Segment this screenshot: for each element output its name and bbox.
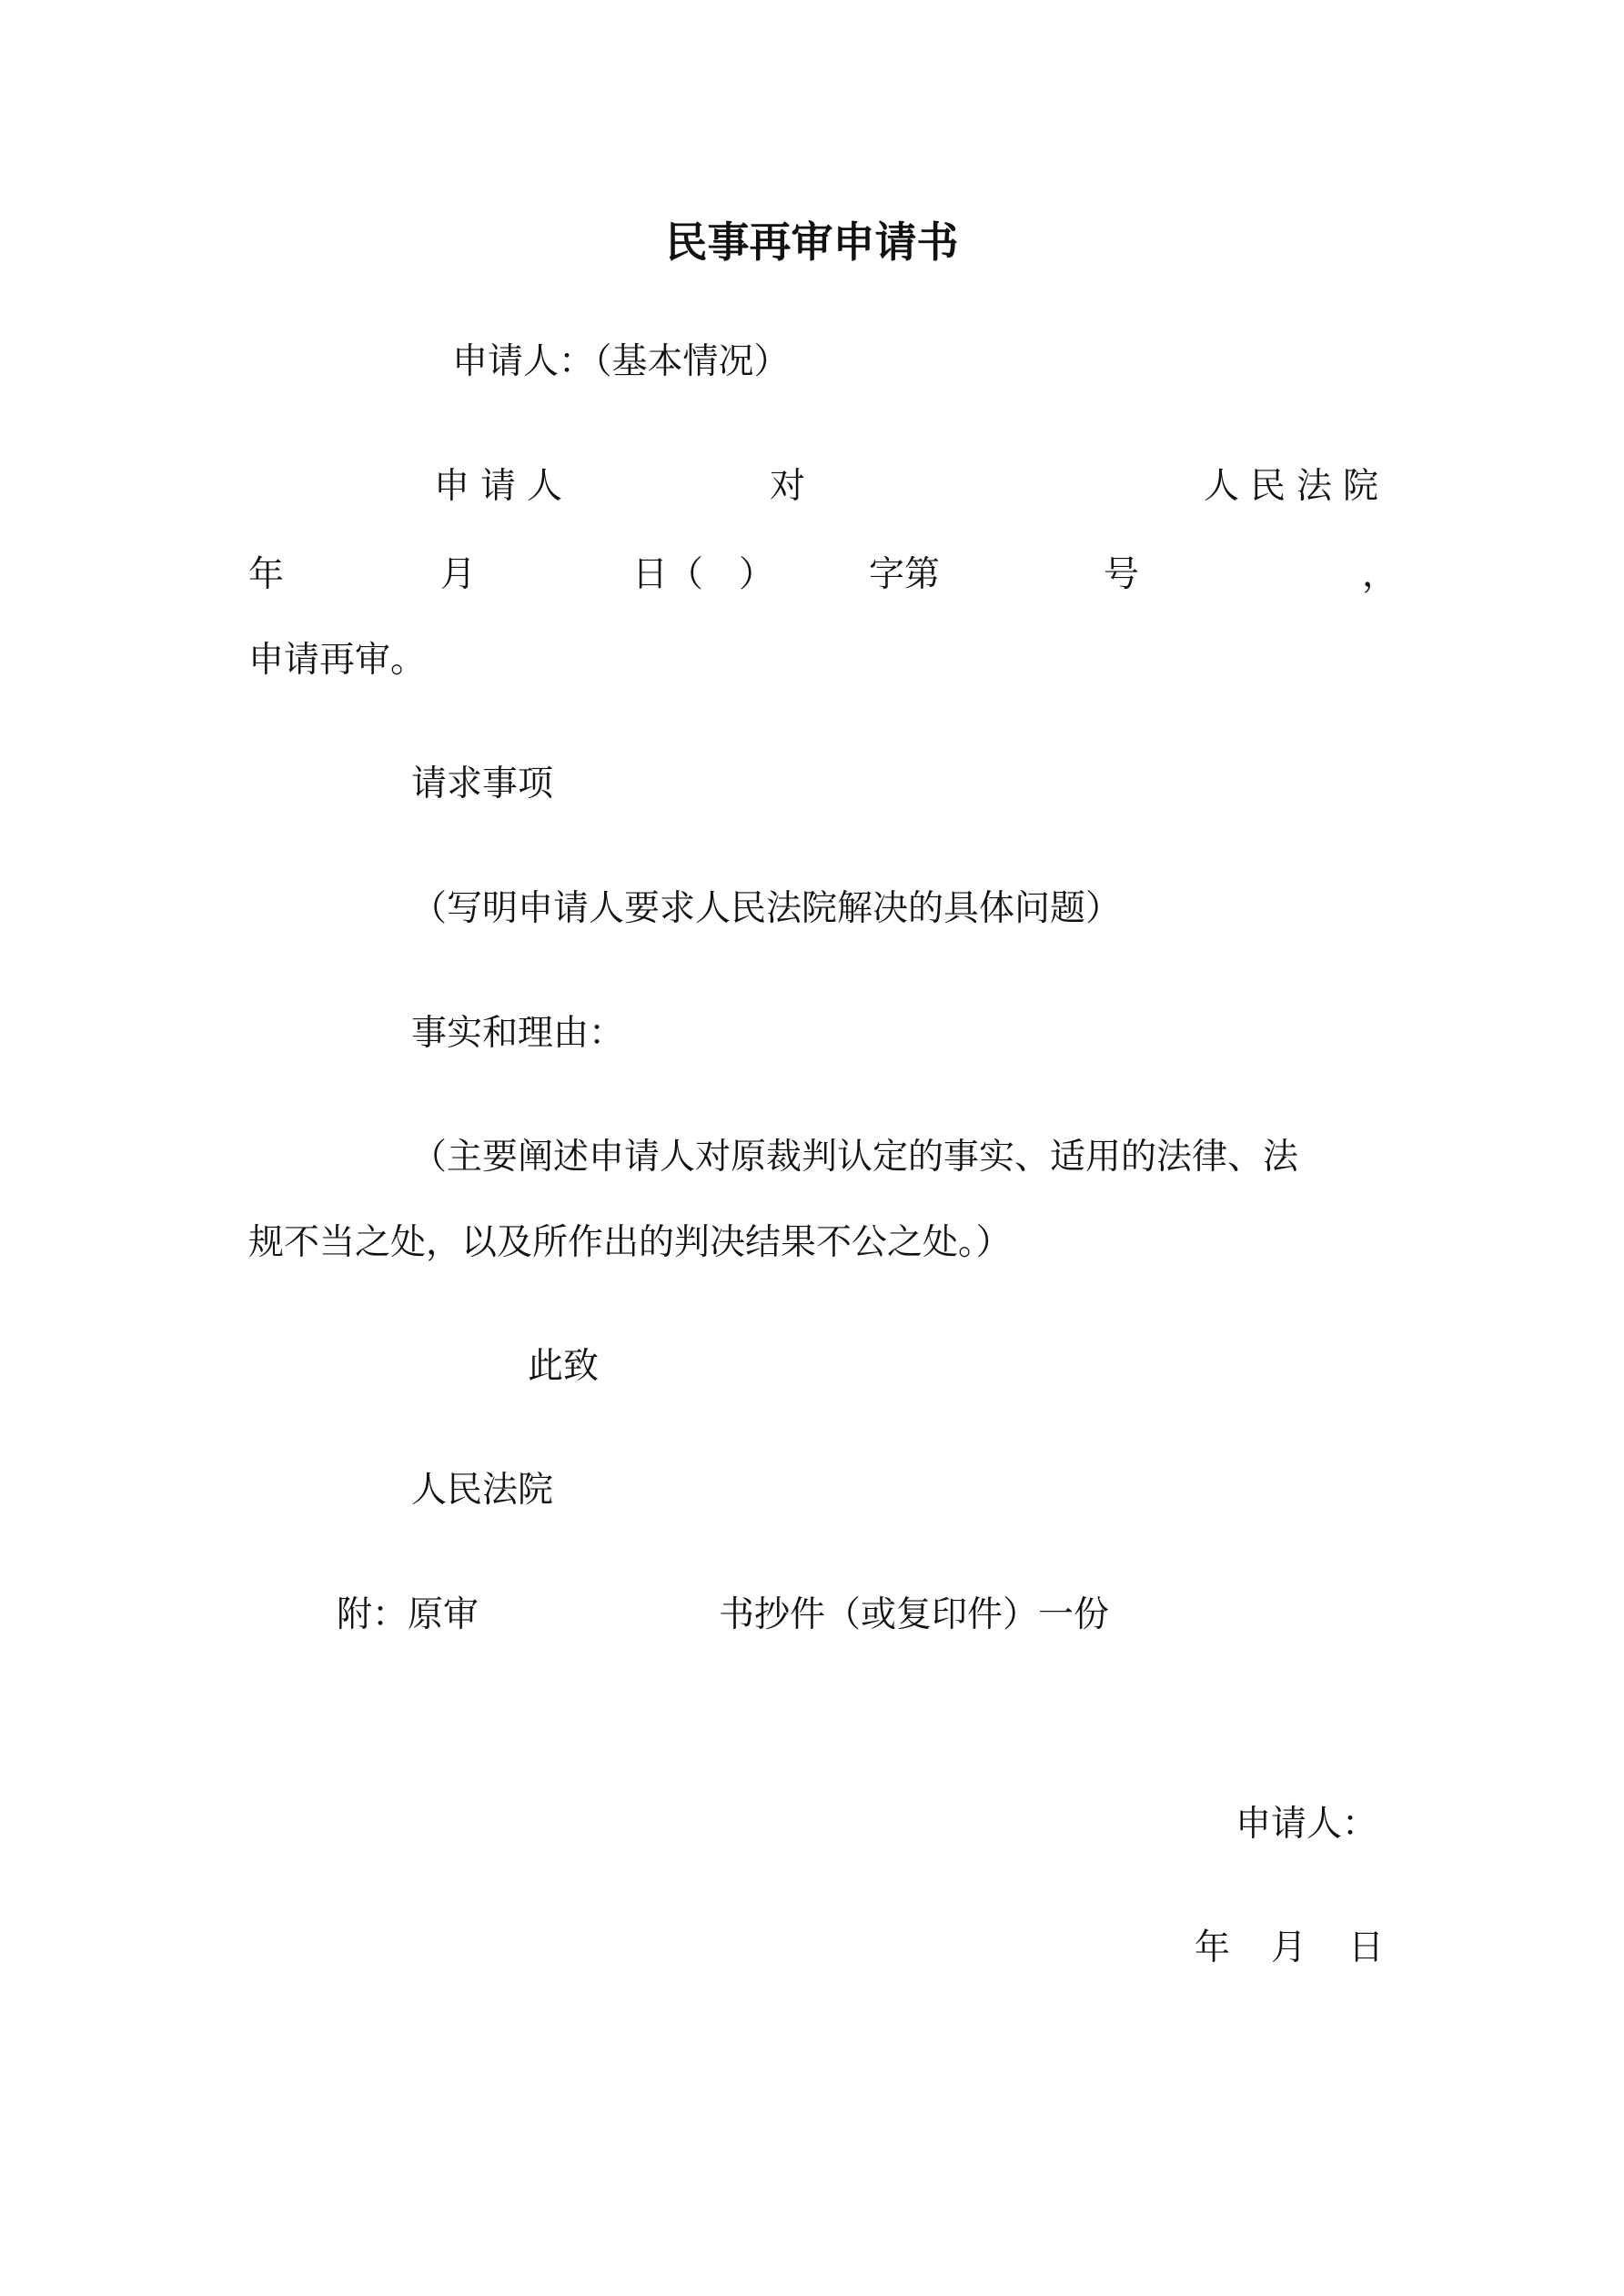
para1-day-label: 日（ ）	[632, 554, 775, 595]
signature-label: 申请人：	[1236, 1804, 1378, 1845]
attachment-prefix: 附：原审	[337, 1594, 479, 1635]
applicant-basic-info-line: 申请人：（基本情况）	[452, 341, 790, 382]
date-day-label: 日	[1348, 1927, 1385, 1968]
para1-request-retrial: 申请再审。	[248, 640, 427, 681]
claims-heading: 请求事项	[411, 764, 554, 804]
facts-note-line1: （主要阐述申请人对原裁判认定的事实、适用的法律、法	[411, 1137, 1299, 1178]
facts-note-line2: 规不当之处，以及所作出的判决结果不公之处。）	[248, 1222, 1012, 1263]
para1-zidi-label: 字第	[869, 554, 941, 595]
addressee-court: 人民法院	[411, 1470, 554, 1511]
para1-year-label: 年	[248, 554, 285, 595]
claims-note: （写明申请人要求人民法院解决的具体问题）	[411, 888, 1122, 929]
salutation: 此致	[528, 1346, 600, 1387]
date-month-label: 月	[1271, 1927, 1307, 1968]
para1-hao-label: 号	[1104, 554, 1140, 595]
para1-applicant-label: 申请人	[434, 466, 574, 507]
para1-comma: ，	[1362, 554, 1398, 595]
attachment-suffix: 书抄件（或复印件）一份	[719, 1594, 1110, 1635]
para1-court-label: 人民法院	[1204, 466, 1390, 507]
document-title: 民事再审申请书	[665, 217, 959, 267]
para1-month-label: 月	[440, 554, 477, 595]
para1-against-label: 对	[770, 466, 806, 507]
facts-heading: 事实和理由：	[411, 1013, 625, 1054]
date-year-label: 年	[1195, 1927, 1231, 1968]
